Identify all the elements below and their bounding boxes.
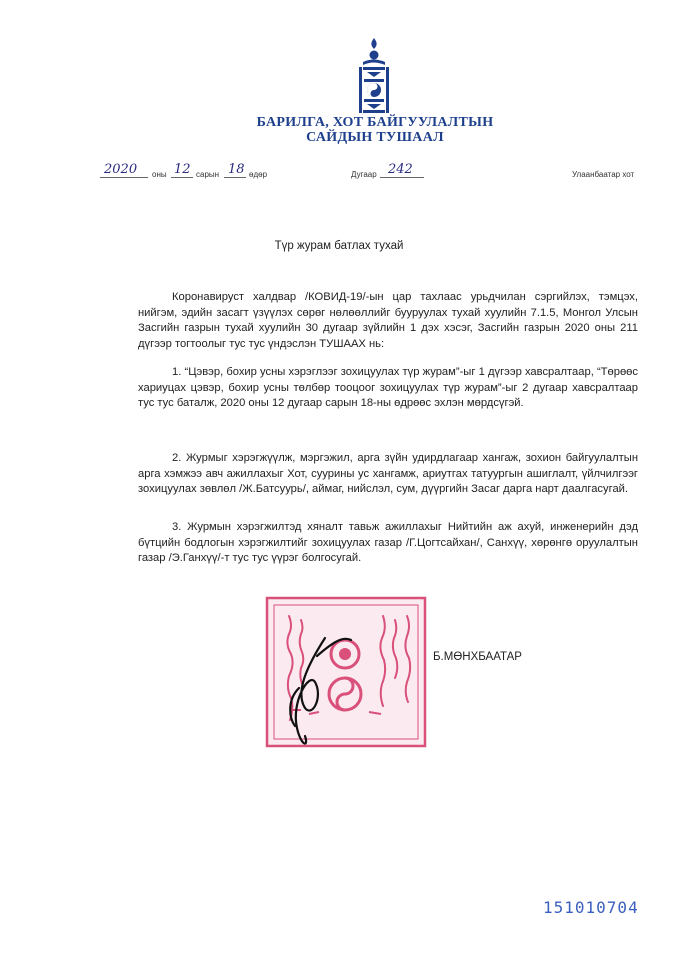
document-title: Түр журам батлах тухай xyxy=(274,240,404,252)
month-suffix: сарын xyxy=(196,170,220,179)
month-underline xyxy=(171,177,193,178)
signer-name: Б.МӨНХБААТАР xyxy=(433,651,522,663)
order-day: 18 xyxy=(228,162,245,177)
day-underline xyxy=(224,177,246,178)
year-underline xyxy=(100,177,148,178)
order-number: 242 xyxy=(388,162,413,177)
ministry-heading xyxy=(230,115,520,145)
order-item-1: 1. “Цэвэр, бохир усны хэрэглээг зохицуулах түр журам”-ыг 1 дүгээр хавсралтаар, “Төрөөс хариуцах цэвэр, бохир усны төлбөр тооцоог зохицуулах түр журам”-ыг 2 дугаар хавсралтаар тус тус баталж, 2020 оны 12 дугаар сарын 18-ны өдрөөс эхлэн мөрдсүгэй. xyxy=(138,366,638,409)
number-label: Дугаар xyxy=(351,170,377,179)
preamble-paragraph: Коронавируст халдвар /КОВИД-19/-ын цар тахлаас урьдчилан сэргийлэх, тэмцэх, нийгэм, эдийн засагт үзүүлэх сөрөг нөлөөллийг бууруулах тухай хуулийн 7.1.5, Монгол Улсын Засгийн газрын тухай хуулийн 30 дугаар зүйлийн 1 дэх хэсэг, Засгийн газрын 2020 оны 211 дүгээр тогтоолыг тус тус үндэслэн ТУШААХ нь: xyxy=(138,291,638,350)
number-underline xyxy=(380,177,424,178)
day-suffix: өдөр xyxy=(249,170,268,179)
order-item-2: 2. Журмыг хэрэгжүүлж, мэргэжил, арга зүйн удирдлагаар хангаж, зохион байгуулалтын арга хэмжээ авч ажиллахыг Хот, суурины ус хангамж, ариутгах татуургын ашиглалт, үйлчилгээг зохицуулах зөвлөл /Ж.Батсуурь/, аймаг, нийслэл, сум, дүүргийн Засаг дарга нарт даалгасугай. xyxy=(138,452,638,495)
soyombo-emblem-icon xyxy=(357,36,391,116)
order-meta-row xyxy=(100,164,645,184)
serial-number: 151010704 xyxy=(543,898,639,917)
order-month: 12 xyxy=(174,162,191,177)
year-suffix: оны xyxy=(152,170,167,179)
order-item-3: 3. Журмын хэрэгжилтэд хяналт тавьж ажиллахыг Нийтийн аж ахуй, инженерийн дэд бүтцийн бодлогын хэрэгжилтийг зохицуулах газар /Г.Цогтсайхан/, Санхүү, хөрөнгө оруулалтын газар /Э.Ганхүү/-т тус тус үүрэг болгосугай. xyxy=(138,521,638,564)
city-name: Улаанбаатар хот xyxy=(572,170,635,179)
ministry-name-line1: БАРИЛГА, ХОТ БАЙГУУЛАЛТЫН xyxy=(256,115,494,130)
official-stamp xyxy=(265,596,427,748)
order-year: 2020 xyxy=(104,162,138,177)
ministry-name-line2: САЙДЫН ТУШААЛ xyxy=(306,130,444,145)
